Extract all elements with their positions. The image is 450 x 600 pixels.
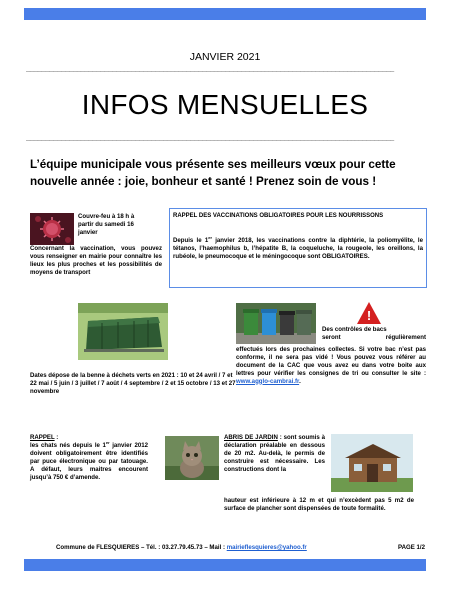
cat-identification-text: RAPPEL : les chats nés depuis le 1er janvier 2012 doivent obligatoirement être identifiés par puce électronique ou par tatouage. A défaut, leurs maitres encourent jusqu’à 750 € d’amende. [30, 434, 149, 481]
virus-image [30, 213, 74, 245]
bin-check-text: effectués lors des prochaines collectes. Si votre bac n’est pas conforme, il ne sera pas vidé ! Vous pouvez vous référer au document de la CAC que vous avez eu dans votre boite aux lettres pour vérifier les consignes de tri ou consulter le site : www.agglo-cambrai.fr. [236, 346, 426, 385]
kitten-icon [165, 436, 219, 480]
bin-check-intro: Des contrôles de bacs seront régulièrement [322, 326, 426, 341]
green-waste-dates: Dates dépose de la benne à déchets verts en 2021 : 10 et 24 avril / 7 et 22 mai / 5 juin / 3 juillet / 7 août / 4 septembre / 2 et 15 octobre / 13 et 27 novembre [30, 372, 236, 395]
shelter-text: hauteur est inférieure à 12 m et qui n’excèdent pas 5 m2 de surface de plancher sont dispensées de toute formalité. [224, 497, 414, 512]
contact-email-link[interactable]: mairieflesquieres@yahoo.fr [226, 544, 307, 551]
greeting-text: L’équipe municipale vous présente ses meilleurs vœux pour cette nouvelle année : joie, bonheur et santé ! Prenez soin de vous ! [30, 158, 396, 188]
page-number: PAGE 1/2 [398, 544, 425, 551]
skip-image [78, 303, 168, 360]
kitten-image [165, 436, 219, 480]
skip-icon [78, 303, 168, 360]
divider-bottom: ______________________________________________________________________________________________ [26, 133, 394, 141]
warning-sign: ! [356, 301, 382, 325]
footer-contact: Commune de FLESQUIERES – Tél. : 03.27.79.45.73 – Mail : mairieflesquieres@yahoo.fr [56, 544, 307, 551]
vaccination-reminder-box [169, 208, 427, 288]
bottom-blue-band [24, 559, 426, 571]
shelter-intro: ABRIS DE JARDIN : sont soumis à déclaration préalable en dessous de 20 m2. Au-delà, le permis de construire est nécessaire. Les constructions dont la [224, 434, 326, 473]
divider-top: ______________________________________________________________________________________________ [26, 64, 394, 72]
issue-date: JANVIER 2021 [189, 51, 261, 63]
page-title: INFOS MENSUELLES [81, 89, 369, 120]
vaccination-info: Concernant la vaccination, vous pouvez vous renseigner en mairie pour connaître les lieux les plus proches et les possibilités de moyens de transport [30, 245, 162, 276]
bins-icon [236, 303, 316, 344]
agglo-cambrai-link[interactable]: www.agglo-cambrai.fr [236, 377, 300, 385]
top-blue-band [24, 8, 426, 20]
bins-image [236, 303, 316, 344]
virus-icon [30, 213, 74, 245]
vaccination-reminder-title: RAPPEL DES VACCINATIONS OBLIGATOIRES POUR LES NOURRISSONS [173, 213, 384, 219]
shelter-icon [331, 434, 413, 492]
garden-shelter-image [331, 434, 413, 492]
curfew-notice: Couvre-feu à 18 h à partir du samedi 16 janvier [78, 213, 135, 236]
vaccination-reminder-text: Depuis le 1er janvier 2018, les vaccinations contre la diphtérie, la poliomyélite, le tétanos, l’haemophilus b, l’hépatite B, la coqueluche, la rougeole, les oreillons, la rubéole, le pneumocoque et le méningocoque sont OBLIGATOIRES. [173, 234, 423, 260]
